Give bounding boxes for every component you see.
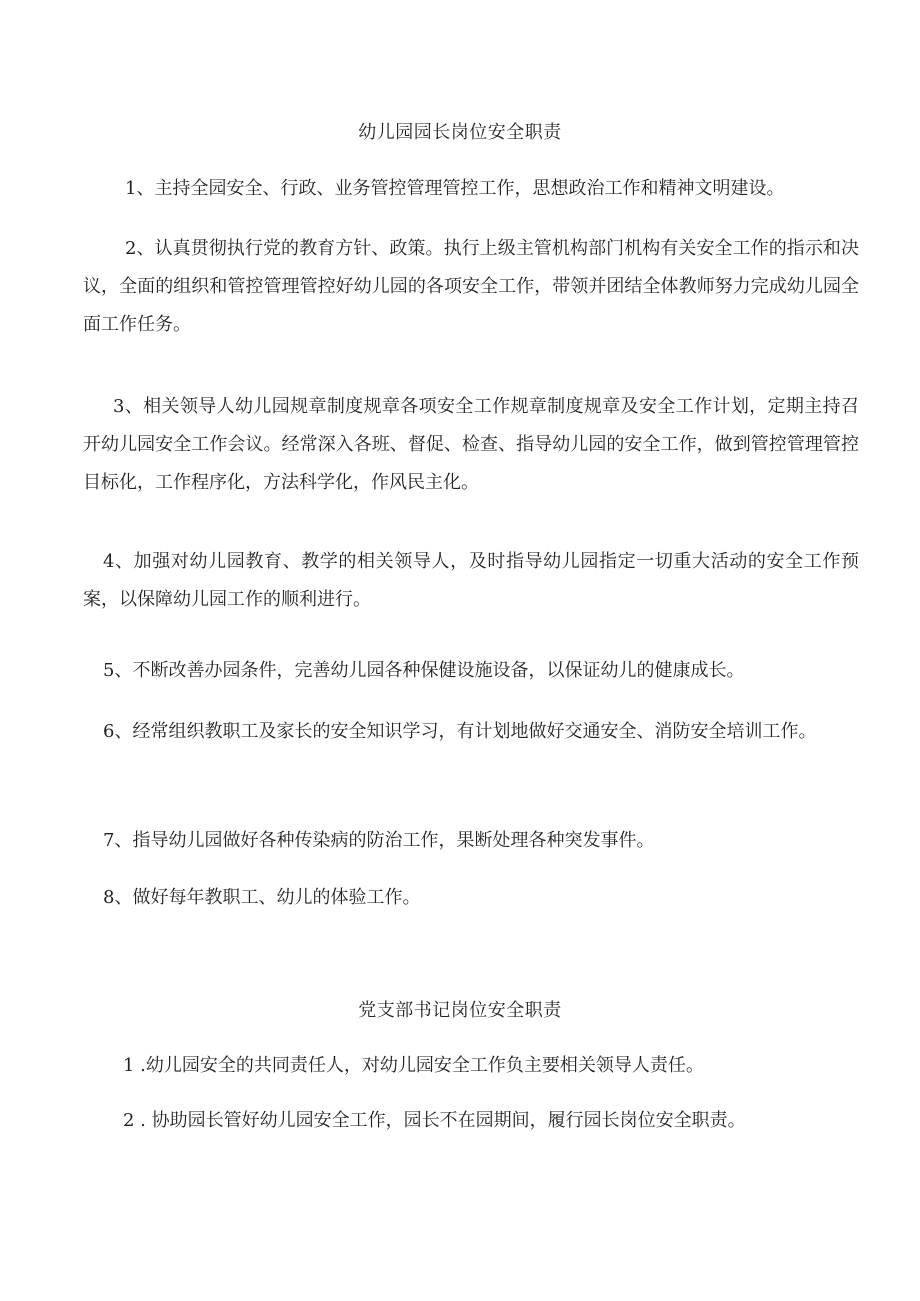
section1-title: 幼儿园园长岗位安全职责 <box>358 122 562 143</box>
section1-item-1: 1、主持全园安全、行政、业务管控管理管控工作，思想政治工作和精神文明建设。 <box>125 178 785 199</box>
section1-item-5: 5、不断改善办园条件，完善幼儿园各种保健设施设备，以保证幼儿的健康成长。 <box>103 660 745 681</box>
section1-item-4: 4、加强对幼儿园教育、教学的相关领导人，及时指导幼儿园指定一切重大活动的安全工作预案，以保障幼儿园工作的顺利进行。 <box>83 551 859 610</box>
section2-item-1: 1 .幼儿园安全的共同责任人，对幼儿园安全工作负主要相关领导人责任。 <box>123 1055 704 1076</box>
section2-title: 党支部书记岗位安全职责 <box>358 1000 562 1021</box>
section1-item-6: 6、经常组织教职工及家长的安全知识学习，有计划地做好交通安全、消防安全培训工作。 <box>103 721 817 742</box>
section1-item-2: 2、认真贯彻执行党的教育方针、政策。执行上级主管机构部门机构有关安全工作的指示和决议，全面的组织和管控管理管控好幼儿园的各项安全工作，带领并团结全体教师努力完成幼儿园全面工作任务。 <box>83 238 859 335</box>
section2-item-2: 2 . 协助园长管好幼儿园安全工作，园长不在园期间，履行园长岗位安全职责。 <box>123 1110 746 1131</box>
section1-item-8: 8、做好每年教职工、幼儿的体验工作。 <box>103 887 421 908</box>
section1-item-3: 3、相关领导人幼儿园规章制度规章各项安全工作规章制度规章及安全工作计划，定期主持召开幼儿园安全工作会议。经常深入各班、督促、检查、指导幼儿园的安全工作，做到管控管理管控目标化，工作程序化，方法科学化，作风民主化。 <box>83 396 859 493</box>
section1-item-7: 7、指导幼儿园做好各种传染病的防治工作，果断处理各种突发事件。 <box>103 830 655 851</box>
